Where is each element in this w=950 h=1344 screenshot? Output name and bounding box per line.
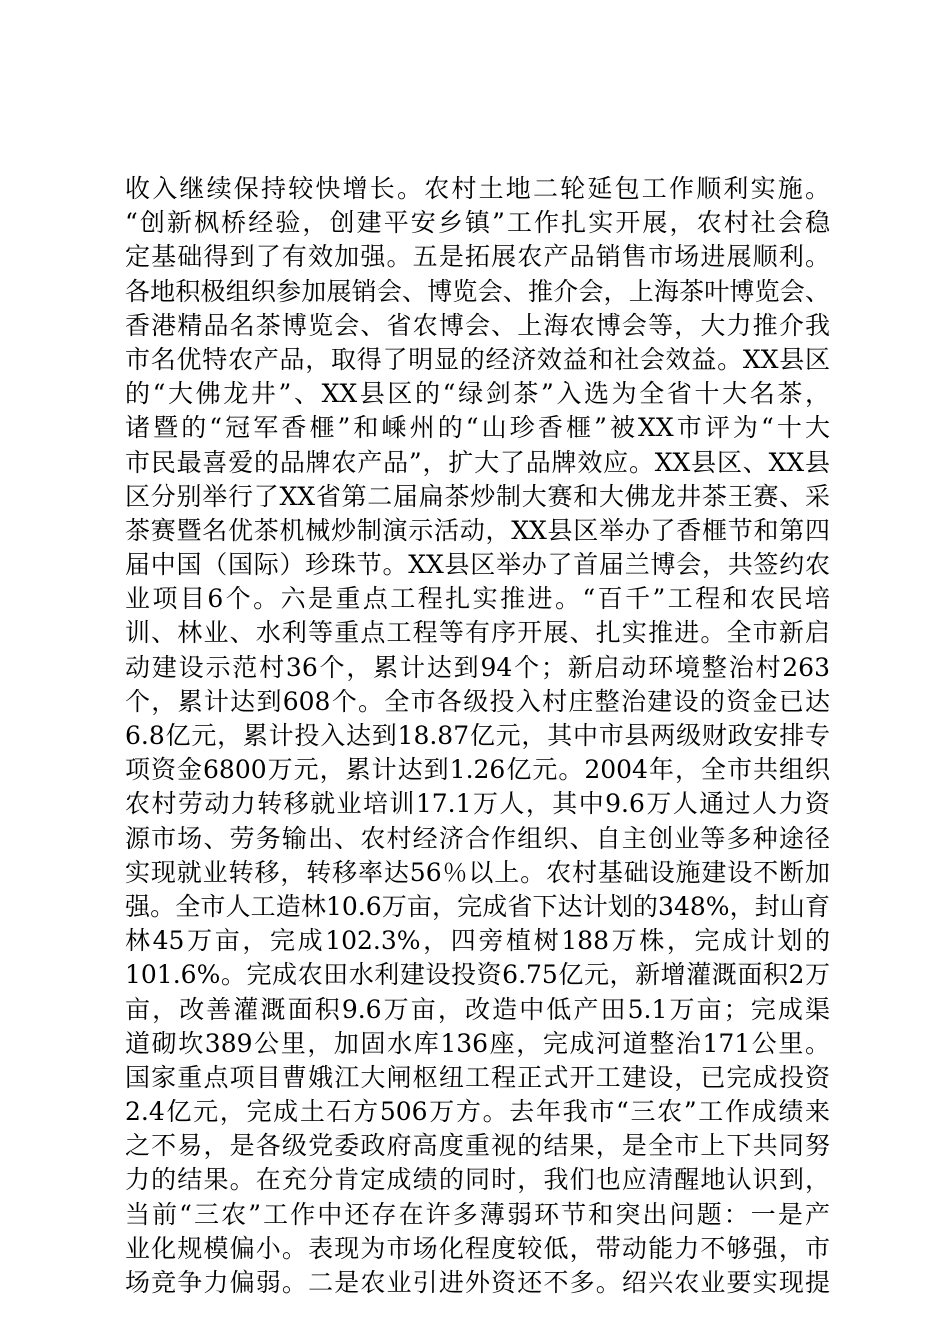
text-line: 道砌坎389公里，加固水库136座，完成河道整治171公里。 (125, 1028, 830, 1058)
text-line: 当前“三农”工作中还存在许多薄弱环节和突出问题：一是产 (125, 1199, 830, 1229)
body-text (125, 172, 830, 1300)
text-line: 市民最喜爱的品牌农产品”，扩大了品牌效应。XX县区、XX县 (125, 447, 830, 477)
text-line: 香港精品名茶博览会、省农博会、上海农博会等，大力推介我 (125, 310, 830, 340)
text-line: 收入继续保持较快增长。农村土地二轮延包工作顺利实施。 (125, 174, 830, 203)
text-line: 训、林业、水利等重点工程等有序开展、扎实推进。全市新启 (125, 618, 830, 648)
text-line: 项资金6800万元，累计达到1.26亿元。2004年，全市共组织 (125, 755, 830, 785)
text-line: 诸暨的“冠军香榧”和嵊州的“山珍香榧”被XX市评为“十大 (125, 413, 830, 443)
text-line: 力的结果。在充分肯定成绩的同时，我们也应清醒地认识到， (125, 1165, 830, 1195)
text-line: 各地积极组织参加展销会、博览会、推介会，上海茶叶博览会、 (125, 276, 830, 306)
text-line: 国家重点项目曹娥江大闸枢纽工程正式开工建设，已完成投资 (125, 1062, 830, 1092)
text-line: “创新枫桥经验，创建平安乡镇”工作扎实开展，农村社会稳 (125, 208, 830, 238)
text-line: 6.8亿元，累计投入达到18.87亿元，其中市县两级财政安排专 (125, 721, 830, 750)
text-line: 2.4亿元，完成土石方506万方。去年我市“三农”工作成绩来 (125, 1097, 830, 1127)
text-line: 个，累计达到608个。全市各级投入村庄整治建设的资金已达 (125, 686, 830, 716)
text-line: 亩，改善灌溉面积9.6万亩，改造中低产田5.1万亩；完成渠 (125, 994, 830, 1024)
text-line: 市名优特农产品，取得了明显的经济效益和社会效益。XX县区 (125, 344, 830, 374)
text-line: 区分别举行了XX省第二届扁茶炒制大赛和大佛龙井茶王赛、采 (125, 481, 830, 511)
text-line: 农村劳动力转移就业培训17.1万人，其中9.6万人通过人力资 (125, 789, 830, 819)
text-line: 茶赛暨名优茶机械炒制演示活动，XX县区举办了香榧节和第四 (125, 515, 830, 545)
text-line: 动建设示范村36个，累计达到94个；新启动环境整治村263 (125, 652, 830, 682)
text-line: 强。全市人工造林10.6万亩，完成省下达计划的348%，封山育 (125, 891, 830, 921)
text-line: 之不易，是各级党委政府高度重视的结果，是全市上下共同努 (125, 1131, 830, 1161)
text-line: 的“大佛龙井”、XX县区的“绿剑茶”入选为全省十大名茶， (125, 379, 830, 409)
text-line: 实现就业转移，转移率达56％以上。农村基础设施建设不断加 (125, 857, 830, 887)
text-line: 业项目6个。六是重点工程扎实推进。“百千”工程和农民培 (125, 584, 830, 614)
text-line: 业化规模偏小。表现为市场化程度较低，带动能力不够强，市 (125, 1233, 830, 1263)
text-line: 场竞争力偏弱。二是农业引进外资还不多。绍兴农业要实现提 (125, 1268, 830, 1297)
text-line: 源市场、劳务输出、农村经济合作组织、自主创业等多种途径 (125, 823, 830, 853)
text-line: 林45万亩，完成102.3%，四旁植树188万株，完成计划的 (125, 926, 830, 956)
text-line: 届中国（国际）珍珠节。XX县区举办了首届兰博会，共签约农 (125, 550, 830, 580)
text-line: 101.6%。完成农田水利建设投资6.75亿元，新增灌溉面积2万 (125, 960, 830, 990)
text-line: 定基础得到了有效加强。五是拓展农产品销售市场进展顺利。 (125, 242, 830, 272)
